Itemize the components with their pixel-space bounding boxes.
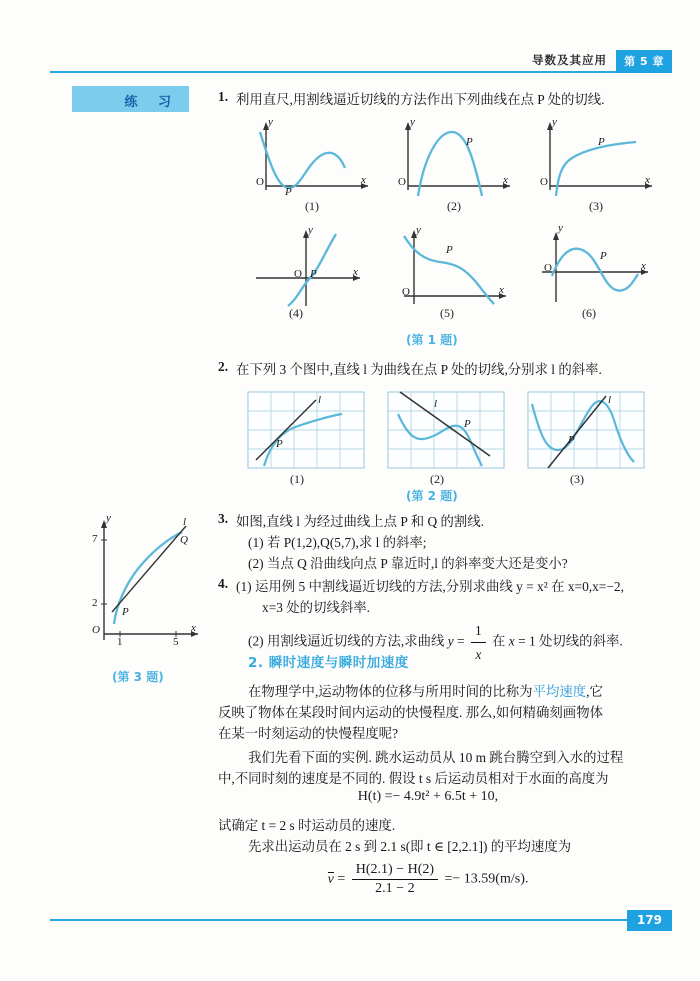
point-label-Q: Q — [180, 534, 188, 546]
axis-label-O: O — [402, 286, 410, 298]
figure-number-6: (6) — [582, 306, 596, 320]
line-label-l: l — [183, 516, 187, 528]
point-label-P: P — [285, 186, 292, 198]
p1-part-a: 在物理学中,运动物体的位移与所用时间的比称为 — [248, 684, 533, 699]
problem-2-text: 在下列 3 个图中,直线 l 为曲线在点 P 处的切线,分别求 l 的斜率. — [236, 362, 602, 377]
v-bar-symbol: v — [327, 871, 334, 887]
formula-height-function: H(t) =− 4.9t² + 6.5t + 10, — [357, 789, 499, 804]
fraction-one-over-x — [471, 620, 486, 665]
problem-3-item-2: (2) 当点 Q 沿曲线向点 P 靠近时,l 的斜率变大还是变小? — [248, 556, 568, 571]
axis-label-x: x — [361, 174, 366, 186]
header-rule — [50, 71, 672, 73]
chapter-badge: 第 5 章 — [616, 50, 672, 73]
page-number-badge: 179 — [627, 910, 672, 931]
exercise-label-box — [72, 86, 189, 112]
point-label-P: P — [122, 606, 129, 618]
figure-1-2 — [390, 118, 520, 198]
formula-average-velocity — [218, 862, 638, 897]
axis-label-O: O — [540, 176, 548, 188]
y-tick-7: 7 — [92, 533, 98, 545]
point-label-P: P — [464, 418, 471, 430]
fraction-difference-quotient — [352, 862, 438, 897]
highlight-average-velocity: 平均速度 — [532, 684, 587, 699]
paragraph-3: 试确定 t = 2 s 时运动员的速度. — [218, 818, 396, 833]
problem-3-text: 如图,直线 l 为经过曲线上点 P 和 Q 的割线. — [236, 514, 484, 529]
figure-number-1: (1) — [305, 199, 319, 213]
axis-label-x: x — [641, 260, 646, 272]
chapter-title: 导数及其应用 — [532, 53, 607, 67]
axis-label-y: y — [106, 512, 111, 524]
point-label-P: P — [466, 136, 473, 148]
figure-1-6 — [532, 222, 662, 308]
paragraph-1-line-1 — [248, 681, 603, 702]
fraction-numerator: 1 — [471, 620, 486, 643]
axis-label-x: x — [503, 174, 508, 186]
figure-1-5 — [390, 224, 520, 308]
axis-label-x: x — [353, 266, 358, 278]
paragraph-1-line-3: 在某一时刻运动的快慢程度呢? — [218, 726, 399, 741]
point-label-P: P — [446, 244, 453, 256]
point-label-P: P — [598, 136, 605, 148]
page-header — [0, 52, 700, 72]
problem-3-number: 3. — [218, 511, 229, 526]
grid-figure-number-2: (2) — [430, 472, 444, 486]
y-tick-2: 2 — [92, 597, 98, 609]
figure-1-1 — [248, 118, 378, 198]
axis-label-y: y — [308, 224, 313, 236]
axis-label-y: y — [410, 116, 415, 128]
problem-4-item-1: (1) 运用例 5 中割线逼近切线的方法,分别求曲线 y = x² 在 x=0,x=−2, — [236, 579, 624, 594]
dq-denominator: 2.1 − 2 — [375, 881, 415, 896]
axis-label-x: x — [191, 622, 196, 634]
caption-figure-1: (第 1 题) — [406, 333, 458, 347]
equals-sign: = — [337, 871, 346, 887]
problem-1-number: 1. — [218, 89, 229, 104]
figure-number-2: (2) — [447, 199, 461, 213]
grid-figure-number-1: (1) — [290, 472, 304, 486]
axis-label-O: O — [256, 176, 264, 188]
problem-2-number: 2. — [218, 359, 229, 374]
axis-label-O: O — [398, 176, 406, 188]
caption-figure-2: (第 2 题) — [406, 489, 458, 503]
p1-part-b: ,它 — [586, 684, 603, 699]
paragraph-2-line-2: 中,不同时刻的速度是不同的. 假设 t s 后运动员相对于水面的高度为 — [218, 771, 609, 786]
axis-label-y: y — [552, 116, 557, 128]
problem-1-text: 利用直尺,用割线逼近切线的方法作出下列曲线在点 P 处的切线. — [236, 92, 605, 107]
axis-label-O: O — [294, 268, 302, 280]
figure-number-3: (3) — [589, 199, 603, 213]
problem-4-number: 4. — [218, 576, 229, 591]
figure-number-5: (5) — [440, 306, 454, 320]
paragraph-2-line-1: 我们先看下面的实例. 跳水运动员从 10 m 跳台腾空到入水的过程 — [248, 750, 624, 765]
x-tick-5: 5 — [173, 636, 179, 648]
problem-4-item-2-tail: 在 x = 1 处切线的斜率. — [492, 633, 623, 649]
point-label-P: P — [568, 434, 575, 446]
point-label-P: P — [600, 250, 607, 262]
axis-label-O: O — [544, 262, 552, 274]
figure-2-3 — [526, 390, 646, 470]
figure-3 — [82, 512, 212, 657]
section-heading: 2. 瞬时速度与瞬时加速度 — [248, 655, 409, 671]
problem-4-item-1-cont: x=3 处的切线斜率. — [262, 600, 370, 615]
fraction-denominator: x — [475, 647, 482, 662]
x-tick-1: 1 — [117, 636, 123, 648]
paragraph-4: 先求出运动员在 2 s 到 2.1 s(即 t ∈ [2,2.1]) 的平均速度为 — [248, 839, 572, 854]
axis-label-O: O — [92, 624, 100, 636]
figure-1-4 — [248, 224, 378, 308]
exercise-label-text: 练 习 — [124, 95, 179, 110]
problem-3-item-1: (1) 若 P(1,2),Q(5,7),求 l 的斜率; — [248, 535, 427, 550]
line-label-l: l — [318, 394, 322, 406]
figure-number-4: (4) — [289, 306, 303, 320]
line-label-l: l — [608, 394, 612, 406]
problem-4-item-2-text: (2) 用割线逼近切线的方法,求曲线 y = — [248, 633, 465, 649]
axis-label-y: y — [558, 222, 563, 234]
point-label-P: P — [276, 438, 283, 450]
caption-figure-3: (第 3 题) — [112, 670, 164, 684]
grid-figure-number-3: (3) — [570, 472, 584, 486]
velocity-result: =− 13.59(m/s). — [444, 871, 529, 887]
axis-label-y: y — [416, 224, 421, 236]
paragraph-1-line-2: 反映了物体在某段时间内运动的快慢程度. 那么,如何精确刻画物体 — [218, 705, 603, 720]
line-label-l: l — [434, 398, 438, 410]
figure-1-3 — [532, 118, 662, 198]
axis-label-x: x — [645, 174, 650, 186]
footer-rule — [50, 919, 672, 921]
axis-label-y: y — [268, 116, 273, 128]
figure-2-2 — [386, 390, 506, 470]
point-label-P: P — [310, 268, 317, 280]
figure-2-1 — [246, 390, 366, 470]
axis-label-x: x — [499, 284, 504, 296]
dq-numerator: H(2.1) − H(2) — [352, 862, 438, 880]
